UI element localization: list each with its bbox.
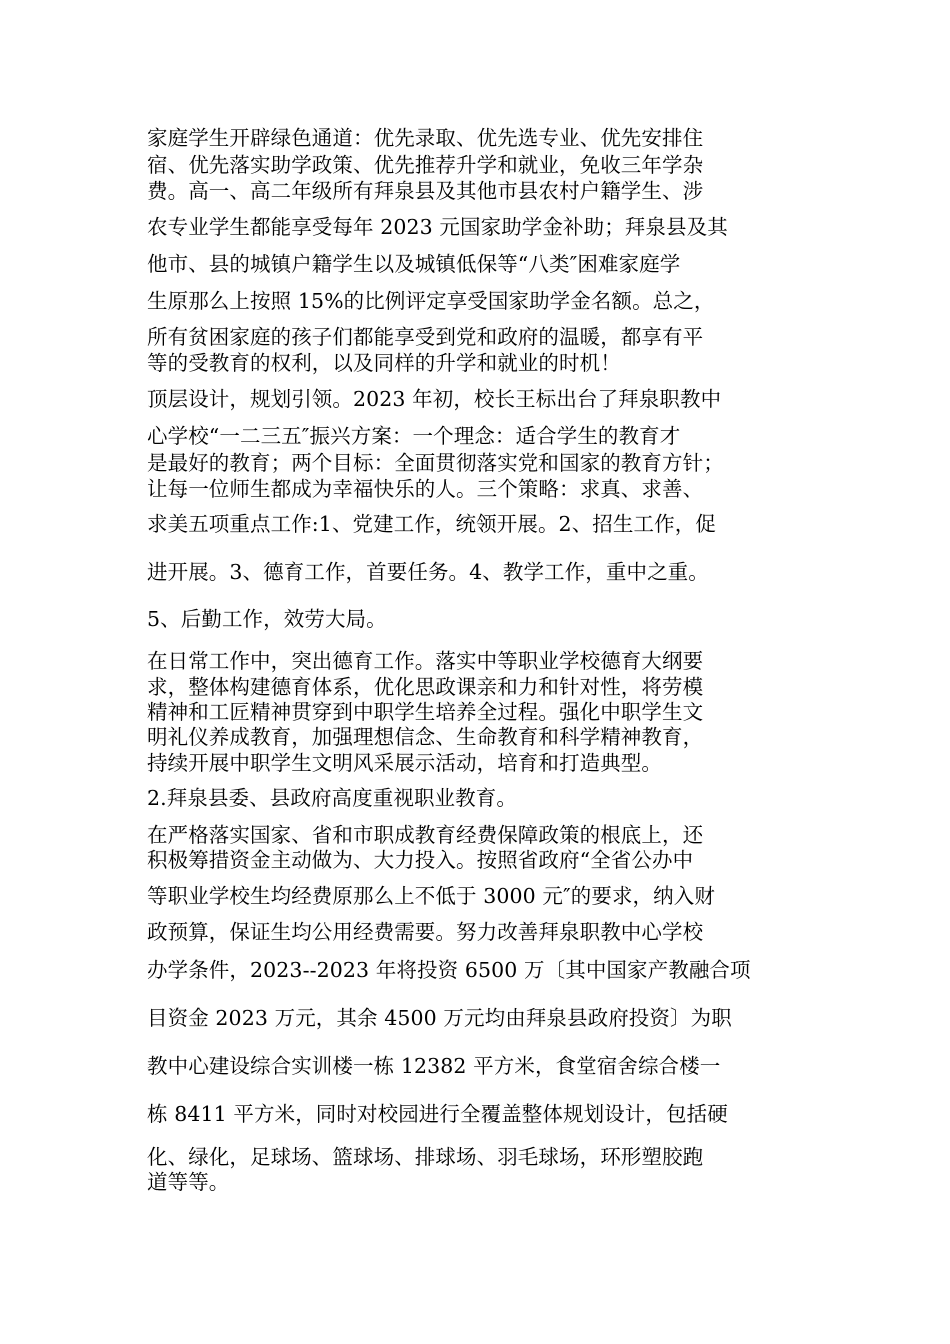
text-line: 5、后勤工作，效劳大局。: [147, 607, 387, 631]
text-line: 顶层设计，规划引领。2023 年初，校长王标出台了拜泉职教中: [147, 387, 722, 411]
text-line: 是最好的教育；两个目标：全面贯彻落实党和国家的教育方针；: [147, 451, 724, 475]
text-line: 求美五项重点工作:1、党建工作，统领开展。2、招生工作，促: [147, 512, 716, 536]
text-line: 精神和工匠精神贯穿到中职学生培养全过程。强化中职学生文: [147, 700, 704, 724]
text-line: 化、绿化，足球场、篮球场、排球场、羽毛球场，环形塑胶跑: [147, 1145, 704, 1169]
text-line: 让每一位师生都成为幸福快乐的人。三个策略：求真、求善、: [147, 477, 704, 501]
text-line: 在严格落实国家、省和市职成教育经费保障政策的根底上，还: [147, 823, 704, 847]
text-line: 心学校“一二三五″振兴方案：一个理念：适合学生的教育才: [147, 424, 681, 448]
text-line: 宿、优先落实助学政策、优先推荐升学和就业，免收三年学杂: [147, 153, 704, 177]
text-line: 生原那么上按照 15%的比例评定享受国家助学金名额。总之，: [147, 289, 715, 313]
text-line: 持续开展中职学生文明风采展示活动，培育和打造典型。: [147, 751, 662, 775]
text-line: 积极筹措资金主动做为、大力投入。按照省政府“全省公办中: [147, 848, 694, 872]
text-line: 政预算，保证生均公用经费需要。努力改善拜泉职教中心学校: [147, 920, 704, 944]
text-line: 所有贫困家庭的孩子们都能享受到党和政府的温暖，都享有平: [147, 325, 704, 349]
text-line: 目资金 2023 万元，其余 4500 万元均由拜泉县政府投资〕为职: [147, 1006, 732, 1030]
text-line: 他市、县的城镇户籍学生以及城镇低保等“八类″困难家庭学: [147, 252, 681, 276]
text-line: 栋 8411 平方米，同时对校园进行全覆盖整体规划设计，包括硬: [147, 1102, 728, 1126]
text-line: 教中心建设综合实训楼一栋 12382 平方米，食堂宿舍综合楼一: [147, 1054, 721, 1078]
text-line: 在日常工作中，突出德育工作。落实中等职业学校德育大纲要: [147, 649, 704, 673]
text-line: 求，整体构建德育体系，优化思政课亲和力和针对性，将劳模: [147, 675, 704, 699]
text-line: 2.拜泉县委、县政府高度重视职业教育。: [147, 786, 517, 810]
text-line: 费。高一、高二年级所有拜泉县及其他市县农村户籍学生、涉: [147, 179, 704, 203]
text-line: 等职业学校生均经费原那么上不低于 3000 元″的要求，纳入财: [147, 884, 715, 908]
text-line: 等的受教育的权利，以及同样的升学和就业的时机！: [147, 351, 621, 375]
text-line: 农专业学生都能享受每年 2023 元国家助学金补助；拜泉县及其: [147, 215, 728, 239]
text-line: 道等等。: [147, 1170, 230, 1194]
text-line: 办学条件，2023--2023 年将投资 6500 万〔其中国家产教融合项: [147, 958, 751, 982]
text-line: 明礼仪养成教育，加强理想信念、生命教育和科学精神教育，: [147, 725, 704, 749]
text-line: 进开展。3、德育工作，首要任务。4、教学工作，重中之重。: [147, 560, 709, 584]
text-line: 家庭学生开辟绿色通道：优先录取、优先选专业、优先安排住: [147, 126, 704, 150]
